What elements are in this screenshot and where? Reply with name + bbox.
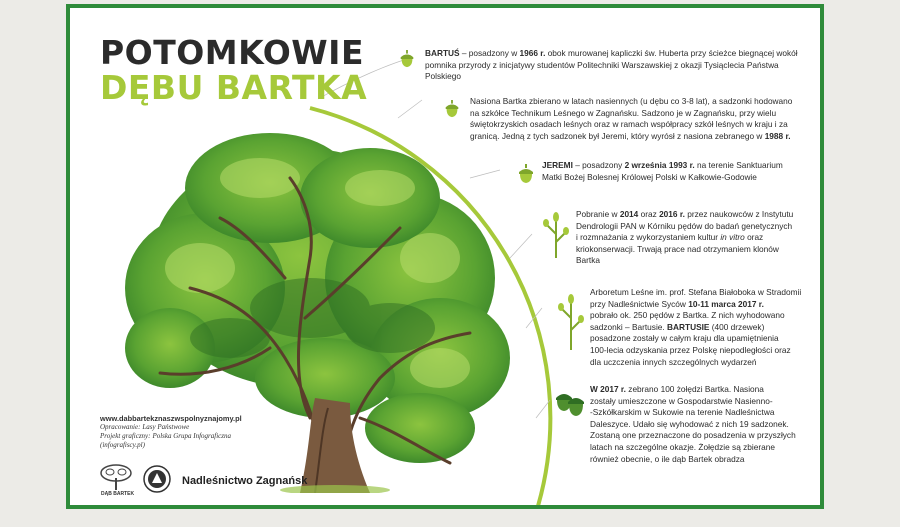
- acorn-icon: [516, 164, 536, 184]
- twig-icon: [542, 212, 570, 258]
- credit-value-2: Polska Grupa Infograficzna: [152, 432, 231, 440]
- entry-text-run: Pobranie w: [576, 209, 620, 219]
- entry-line: [590, 442, 820, 454]
- entry-2017: [590, 384, 820, 465]
- entry-line: [590, 454, 820, 466]
- credit-label-1: Opracowanie:: [100, 423, 141, 431]
- entry-text-run: posadzone zostały w całym kraju dla upamiętnienia: [590, 333, 779, 344]
- entry-text-run: 10-11 marca 2017 r.: [688, 298, 764, 309]
- entry-text-run: latach na szczególne okazje. Żołędzie są zbierane: [590, 441, 775, 452]
- entry-text-run: JEREMI: [542, 160, 573, 170]
- entry-text-run: oraz: [638, 209, 660, 219]
- entry-line: [425, 48, 815, 60]
- page-title: [100, 33, 368, 107]
- entry-text-run: zostały umieszczone w Gospodarstwie Nasienno-: [590, 395, 773, 406]
- entry-line: [590, 407, 820, 419]
- entry-text-run: in vitro: [720, 232, 745, 243]
- entry-line: [590, 345, 820, 357]
- entry-text-run: 2 września 1993 r.: [624, 160, 695, 170]
- entry-text-run: Zostaną one przeznaczone do posadzenia w przyszłych: [590, 430, 796, 441]
- entry-line: [590, 396, 820, 408]
- entry-text-run: przy Nadleśnictwie Syców: [590, 298, 689, 309]
- entry-text-run: BARTUSIE: [667, 321, 710, 332]
- entry-text-run: 1988 r.: [764, 130, 791, 141]
- entry-text-run: na szkółce Technikum Leśnego w Zagnańsku. Sadzono je w Zagnańsku, przy wielu: [470, 107, 777, 118]
- entry-text-run: 1966 r.: [519, 48, 546, 58]
- entry-text-run: Dendrologii PAN w Kórniku pędów do badań genetycznych: [576, 220, 793, 231]
- twig-icon: [557, 294, 585, 350]
- entry-line: [470, 96, 810, 108]
- entry-text-run: przez naukowców z Instytutu: [684, 209, 794, 219]
- entry-line: [576, 232, 816, 244]
- entry-line: [590, 287, 820, 299]
- entry-text-run: 2016 r.: [659, 209, 685, 219]
- nadlesnictwo-logo-text: Nadleśnictwo Zagnańsk: [182, 475, 308, 487]
- entry-text-run: pobrało ok. 250 pędów z Bartka. Z nich wyhodowano: [590, 310, 785, 321]
- lasy-panstwowe-logo: [142, 464, 172, 494]
- entry-text-run: i rozmnażania z wykorzystaniem kultur: [576, 232, 721, 243]
- title-line-1: POTOMKOWIE: [100, 33, 365, 72]
- entry-line: [542, 172, 812, 184]
- entry-text-run: na terenie Sanktuarium: [694, 160, 783, 170]
- entry-text-run: W 2017 r.: [590, 384, 626, 394]
- entry-jeremi: [542, 160, 812, 183]
- entry-text-run: Arboretum Leśne im. prof. Stefana Białoboka w Stradomii: [590, 287, 802, 297]
- entry-line: [470, 108, 810, 120]
- entry-arboretum: [590, 287, 820, 368]
- entry-line: [470, 119, 810, 131]
- entry-line: [590, 430, 820, 442]
- entry-text-run: świętokrzyskich osadach leśnych oraz w ramach współpracy szkół leśnych w kraju i za: [470, 119, 788, 130]
- entry-text-run: pomnika przyrody z inicjatywy studentów Politechniki Warszawskiej z okazji Tysiąclecia Państwa Polskiego: [425, 59, 779, 82]
- entry-line: [470, 131, 810, 143]
- entry-line: [576, 221, 816, 233]
- entry-bartus: [425, 48, 815, 83]
- entry-text-run: 100-lecia odzyskania przez Polskę niepodległości oraz: [590, 344, 791, 355]
- entry-line: [590, 333, 820, 345]
- entry-text-run: granicą. Jedną z tych sadzonek był Jeremi, który wyrósł z nasiona zebranego w: [470, 130, 765, 141]
- entry-text-run: – posadzony w: [459, 48, 520, 58]
- entry-text-run: sadzonki – Bartusie.: [590, 321, 668, 332]
- entry-text-run: 2014: [619, 209, 639, 219]
- entry-text-run: Bartka: [576, 255, 600, 266]
- entry-line: [590, 384, 820, 396]
- entry-pobranie: [576, 209, 816, 267]
- entry-text-run: (400 drzewek): [709, 321, 765, 332]
- entry-line: [576, 244, 816, 256]
- entry-line: [576, 209, 816, 221]
- entry-line: [590, 322, 820, 334]
- entry-line: [590, 419, 820, 431]
- entry-text-run: -Szkółkarskim w Sukowie na terenie Nadleśnictwa: [590, 407, 775, 418]
- entry-line: [542, 160, 812, 172]
- entry-text-run: Matki Bożej Bolesnej Królowej Polski w Kałkowie-Godowie: [542, 171, 757, 182]
- website-link[interactable]: www.dabbartekznaszwspolnyznajomy.pl: [100, 414, 242, 423]
- entry-text-run: zebrano 100 żołędzi Bartka. Nasiona: [625, 384, 764, 394]
- entry-text-run: BARTUŚ: [425, 48, 460, 58]
- infographic-frame: [66, 4, 824, 509]
- entry-line: [590, 310, 820, 322]
- credit-label-2: Projekt graficzny:: [100, 432, 151, 440]
- entry-line: [590, 357, 820, 369]
- entry-line: [590, 299, 820, 311]
- acorn-icon: [398, 50, 416, 68]
- entry-text-run: – posadzony: [572, 160, 625, 170]
- entry-text-run: oraz: [744, 232, 764, 243]
- credits: [100, 414, 242, 450]
- acorn-icon: [443, 100, 461, 118]
- entry-text-run: również obecnie, o ile dąb Bartek obradza: [590, 453, 745, 464]
- entry-text-run: dla uczczenia innych szczególnych wydarzeń: [590, 356, 757, 367]
- acorns-icon: [554, 386, 586, 418]
- title-line-2: DĘBU BARTKA: [100, 68, 368, 107]
- entry-text-run: obok murowanej kapliczki św. Huberta przy ścieżce biegnącej wokół: [545, 48, 798, 58]
- credit-value-1: Lasy Państwowe: [142, 423, 190, 431]
- entry-nasiona: [470, 96, 810, 142]
- entry-line: [576, 255, 816, 267]
- dab-bartek-logo: [98, 464, 134, 492]
- entry-text-run: Daleszyce. Udało się wyhodować z nich 19 sadzonek.: [590, 418, 789, 429]
- entry-text-run: kriokonserwacji. Trwają prace nad otrzymaniem klonów: [576, 243, 779, 254]
- dab-bartek-label: DĄB BARTEK: [101, 491, 135, 497]
- entry-line: [425, 60, 815, 83]
- credit-value-3: (infografiscy.pl): [100, 441, 145, 449]
- entry-text-run: Nasiona Bartka zbierano w latach nasiennych (u dębu co 3-8 lat), a sadzonki hodowano: [470, 96, 793, 106]
